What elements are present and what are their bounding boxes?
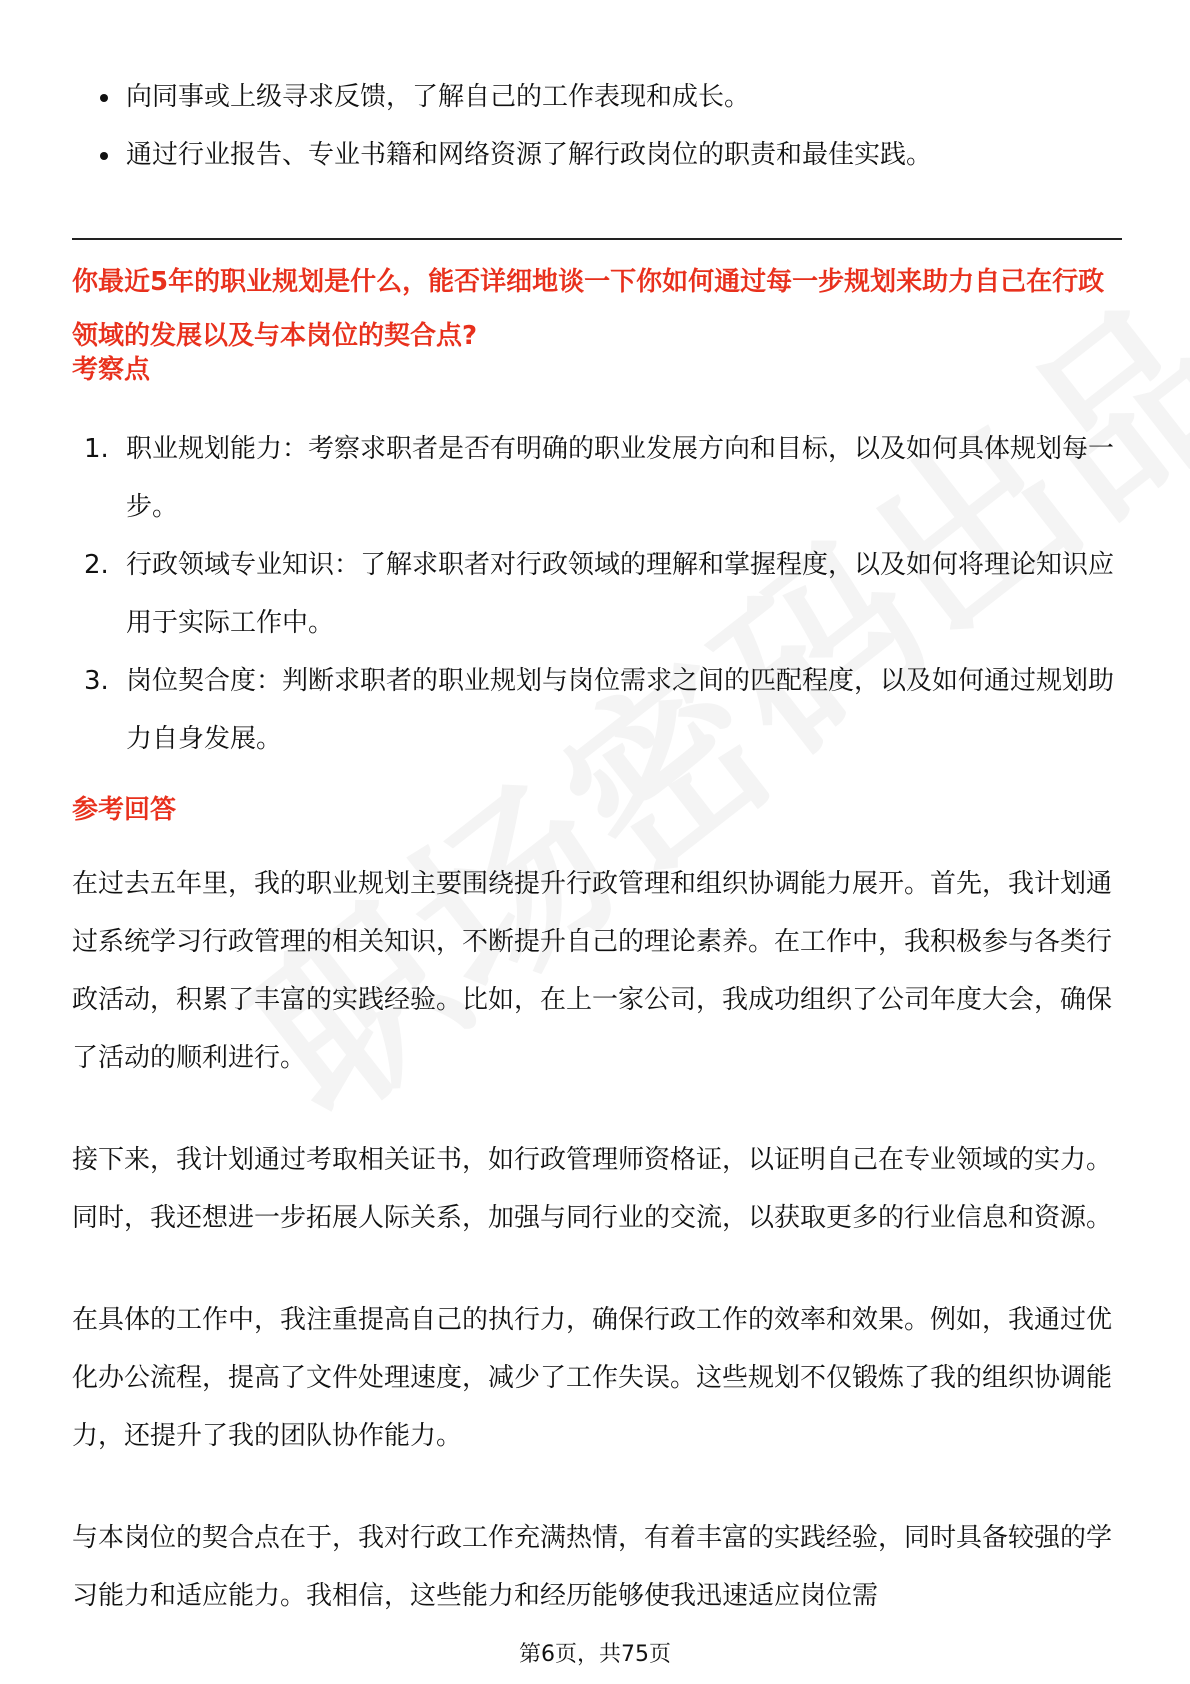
answer-paragraph: 与本岗位的契合点在于，我对行政工作充满热情，有着丰富的实践经验，同时具备较强的学习能力和适应能力。我相信，这些能力和经历能够使我迅速适应岗位需 — [72, 1523, 1113, 1611]
assessment-item — [72, 652, 1122, 768]
answer-paragraph: 在过去五年里，我的职业规划主要围绕提升行政管理和组织协调能力展开。首先，我计划通过系统学习行政管理的相关知识，不断提升自己的理论素养。在工作中，我积极参与各类行政活动，积累了丰富的实践经验。比如，在上一家公司，我成功组织了公司年度大会，确保了活动的顺利进行。 — [72, 869, 1113, 1073]
item-number: 2. — [84, 550, 109, 580]
assessment-item — [72, 420, 1122, 536]
assessment-heading: 考察点 — [72, 355, 151, 385]
item-text: 岗位契合度：判断求职者的职业规划与岗位需求之间的匹配程度，以及如何通过规划助力自身发展。 — [126, 666, 1115, 754]
bullet-item: 通过行业报告、专业书籍和网络资源了解行政岗位的职责和最佳实践。 — [72, 126, 1122, 184]
answer-heading: 参考回答 — [72, 795, 177, 825]
assessment-item — [72, 536, 1122, 652]
interview-question: 你最近5年的职业规划是什么，能否详细地谈一下你如何通过每一步规划来助力自己在行政领域的发展以及与本岗位的契合点? — [72, 267, 1105, 351]
answer-paragraph: 接下来，我计划通过考取相关证书，如行政管理师资格证，以证明自己在专业领域的实力。同时，我还想进一步拓展人际关系，加强与同行业的交流，以获取更多的行业信息和资源。 — [72, 1145, 1113, 1233]
section-divider — [72, 238, 1122, 240]
item-text: 行政领域专业知识：了解求职者对行政领域的理解和掌握程度，以及如何将理论知识应用于实际工作中。 — [126, 550, 1115, 638]
bullet-item: 向同事或上级寻求反馈，了解自己的工作表现和成长。 — [72, 68, 1122, 126]
item-number: 3. — [84, 666, 109, 696]
page-number: 第6页，共75页 — [519, 1642, 671, 1667]
answer-paragraph: 在具体的工作中，我注重提高自己的执行力，确保行政工作的效率和效果。例如，我通过优化办公流程，提高了文件处理速度，减少了工作失误。这些规划不仅锻炼了我的组织协调能力，还提升了我的团队协作能力。 — [72, 1305, 1113, 1451]
answer-body — [72, 855, 1122, 1669]
item-number: 1. — [84, 434, 109, 464]
bullet-list — [72, 68, 1122, 184]
item-text: 职业规划能力：考察求职者是否有明确的职业发展方向和目标，以及如何具体规划每一步。 — [126, 434, 1115, 522]
assessment-list — [72, 420, 1122, 768]
